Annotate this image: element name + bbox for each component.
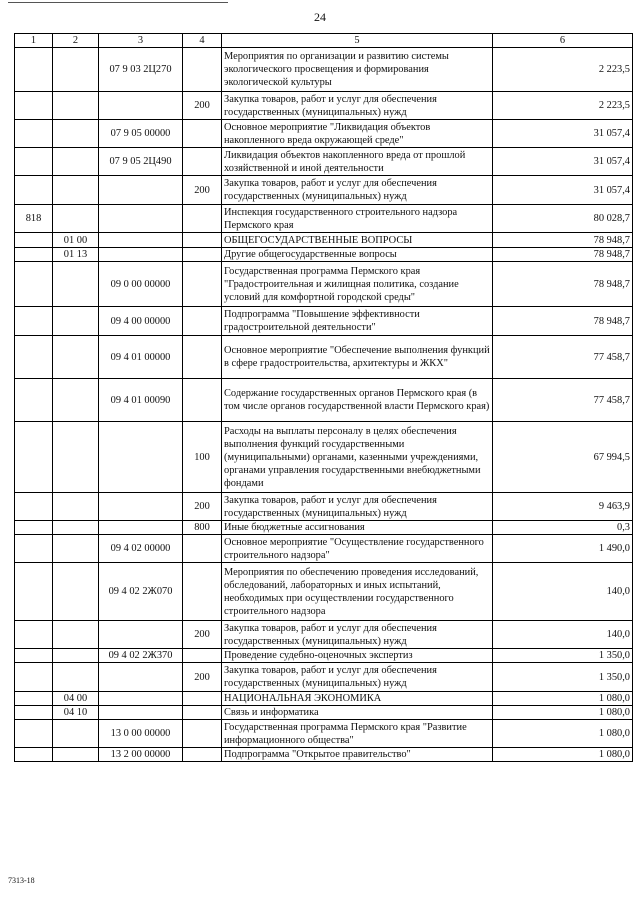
cell-admin-code	[15, 92, 53, 120]
cell-item-name: Закупка товаров, работ и услуг для обеспечения государственных (муниципальных) нужд	[222, 663, 493, 692]
cell-target-article: 07 9 05 2Ц490	[99, 148, 183, 176]
cell-amount: 1 350,0	[493, 663, 633, 692]
header-col-5: 5	[222, 34, 493, 48]
cell-section-code: 01 00	[53, 233, 99, 248]
cell-admin-code	[15, 621, 53, 649]
cell-expense-type: 800	[183, 521, 222, 535]
table-row	[15, 535, 633, 563]
cell-target-article	[99, 521, 183, 535]
cell-admin-code	[15, 663, 53, 692]
cell-amount: 1 080,0	[493, 748, 633, 762]
cell-target-article	[99, 205, 183, 233]
header-col-3: 3	[99, 34, 183, 48]
cell-amount: 1 490,0	[493, 535, 633, 563]
table-row	[15, 748, 633, 762]
table-row	[15, 248, 633, 262]
cell-target-article	[99, 692, 183, 706]
cell-item-name: НАЦИОНАЛЬНАЯ ЭКОНОМИКА	[222, 692, 493, 706]
cell-admin-code: 818	[15, 205, 53, 233]
cell-target-article: 09 4 02 00000	[99, 535, 183, 563]
table-row	[15, 176, 633, 205]
cell-section-code	[53, 336, 99, 379]
table-row	[15, 493, 633, 521]
cell-amount: 78 948,7	[493, 233, 633, 248]
cell-item-name: Проведение судебно-оценочных экспертиз	[222, 649, 493, 663]
cell-expense-type	[183, 248, 222, 262]
cell-expense-type: 200	[183, 493, 222, 521]
cell-amount: 78 948,7	[493, 248, 633, 262]
table-row	[15, 120, 633, 148]
cell-expense-type	[183, 563, 222, 621]
cell-section-code	[53, 521, 99, 535]
cell-section-code: 04 10	[53, 706, 99, 720]
table-row	[15, 692, 633, 706]
cell-target-article: 13 0 00 00000	[99, 720, 183, 748]
cell-item-name: Закупка товаров, работ и услуг для обеспечения государственных (муниципальных) нужд	[222, 176, 493, 205]
cell-amount: 9 463,9	[493, 493, 633, 521]
top-rule	[8, 2, 228, 3]
cell-amount: 1 080,0	[493, 706, 633, 720]
header-col-1: 1	[15, 34, 53, 48]
cell-expense-type	[183, 336, 222, 379]
cell-admin-code	[15, 535, 53, 563]
cell-section-code	[53, 649, 99, 663]
cell-item-name: Содержание государственных органов Пермского края (в том числе органов государственной власти Пермского края)	[222, 379, 493, 422]
cell-item-name: Иные бюджетные ассигнования	[222, 521, 493, 535]
cell-amount: 31 057,4	[493, 120, 633, 148]
cell-item-name: Подпрограмма "Повышение эффективности градостроительной деятельности"	[222, 307, 493, 336]
page-number: 24	[314, 10, 326, 24]
cell-section-code	[53, 493, 99, 521]
table-row	[15, 521, 633, 535]
cell-admin-code	[15, 706, 53, 720]
cell-admin-code	[15, 521, 53, 535]
table-row	[15, 233, 633, 248]
cell-target-article: 09 4 00 00000	[99, 307, 183, 336]
cell-admin-code	[15, 379, 53, 422]
table-row	[15, 307, 633, 336]
cell-amount: 1 350,0	[493, 649, 633, 663]
table-row	[15, 262, 633, 307]
cell-admin-code	[15, 262, 53, 307]
table-row	[15, 563, 633, 621]
cell-item-name: ОБЩЕГОСУДАРСТВЕННЫЕ ВОПРОСЫ	[222, 233, 493, 248]
cell-amount: 1 080,0	[493, 692, 633, 706]
cell-admin-code	[15, 493, 53, 521]
table-row	[15, 649, 633, 663]
cell-target-article	[99, 422, 183, 493]
cell-expense-type: 200	[183, 176, 222, 205]
cell-item-name: Государственная программа Пермского края "Градостроительная и жилищная политика, создание условий для комфортной городской среды"	[222, 262, 493, 307]
cell-section-code	[53, 176, 99, 205]
cell-amount: 140,0	[493, 563, 633, 621]
cell-target-article: 09 0 00 00000	[99, 262, 183, 307]
cell-expense-type	[183, 706, 222, 720]
cell-target-article	[99, 663, 183, 692]
cell-target-article	[99, 493, 183, 521]
cell-admin-code	[15, 176, 53, 205]
cell-item-name: Закупка товаров, работ и услуг для обеспечения государственных (муниципальных) нужд	[222, 92, 493, 120]
table-row	[15, 663, 633, 692]
cell-section-code	[53, 563, 99, 621]
cell-section-code	[53, 748, 99, 762]
cell-admin-code	[15, 148, 53, 176]
cell-amount: 2 223,5	[493, 48, 633, 92]
header-col-4: 4	[183, 34, 222, 48]
cell-item-name: Закупка товаров, работ и услуг для обеспечения государственных (муниципальных) нужд	[222, 493, 493, 521]
cell-section-code: 04 00	[53, 692, 99, 706]
table-row	[15, 706, 633, 720]
cell-target-article	[99, 233, 183, 248]
cell-expense-type	[183, 120, 222, 148]
cell-admin-code	[15, 120, 53, 148]
cell-target-article	[99, 248, 183, 262]
table-row	[15, 92, 633, 120]
cell-admin-code	[15, 422, 53, 493]
cell-target-article: 09 4 01 00090	[99, 379, 183, 422]
cell-expense-type	[183, 379, 222, 422]
cell-item-name: Другие общегосударственные вопросы	[222, 248, 493, 262]
cell-target-article: 09 4 02 2Ж370	[99, 649, 183, 663]
cell-expense-type	[183, 720, 222, 748]
cell-item-name: Основное мероприятие "Ликвидация объектов накопленного вреда окружающей среде"	[222, 120, 493, 148]
cell-expense-type	[183, 535, 222, 563]
cell-item-name: Инспекция государственного строительного надзора Пермского края	[222, 205, 493, 233]
cell-item-name: Связь и информатика	[222, 706, 493, 720]
cell-section-code: 01 13	[53, 248, 99, 262]
cell-item-name: Мероприятия по организации и развитию системы экологического просвещения и формирования экологической культуры	[222, 48, 493, 92]
cell-expense-type: 200	[183, 92, 222, 120]
cell-amount: 78 948,7	[493, 307, 633, 336]
cell-amount: 140,0	[493, 621, 633, 649]
cell-item-name: Подпрограмма "Открытое правительство"	[222, 748, 493, 762]
cell-section-code	[53, 48, 99, 92]
cell-section-code	[53, 148, 99, 176]
table-row	[15, 379, 633, 422]
cell-admin-code	[15, 336, 53, 379]
cell-item-name: Основное мероприятие "Обеспечение выполнения функций в сфере градостроительства, архитектуры и ЖКХ"	[222, 336, 493, 379]
cell-admin-code	[15, 248, 53, 262]
cell-item-name: Расходы на выплаты персоналу в целях обеспечения выполнения функций государственными (муниципальными) органами, казенными учреждениями, органами управления государственными внебюджетными фондами	[222, 422, 493, 493]
cell-section-code	[53, 422, 99, 493]
cell-target-article: 13 2 00 00000	[99, 748, 183, 762]
cell-admin-code	[15, 233, 53, 248]
table-row	[15, 48, 633, 92]
cell-section-code	[53, 120, 99, 148]
cell-item-name: Мероприятия по обеспечению проведения исследований, обследований, лабораторных и иных испытаний, необходимых при осуществлении государственного строительного надзора	[222, 563, 493, 621]
cell-expense-type: 200	[183, 621, 222, 649]
cell-admin-code	[15, 48, 53, 92]
cell-target-article: 09 4 01 00000	[99, 336, 183, 379]
cell-section-code	[53, 205, 99, 233]
cell-item-name: Основное мероприятие "Осуществление государственного строительного надзора"	[222, 535, 493, 563]
header-col-2: 2	[53, 34, 99, 48]
cell-section-code	[53, 262, 99, 307]
cell-expense-type	[183, 233, 222, 248]
cell-amount: 67 994,5	[493, 422, 633, 493]
table-row	[15, 621, 633, 649]
cell-expense-type	[183, 48, 222, 92]
cell-target-article: 07 9 03 2Ц270	[99, 48, 183, 92]
cell-amount: 0,3	[493, 521, 633, 535]
budget-table	[14, 33, 633, 762]
cell-expense-type	[183, 748, 222, 762]
cell-amount: 77 458,7	[493, 336, 633, 379]
cell-target-article	[99, 176, 183, 205]
cell-expense-type: 200	[183, 663, 222, 692]
table-row	[15, 148, 633, 176]
cell-target-article	[99, 92, 183, 120]
cell-amount: 1 080,0	[493, 720, 633, 748]
cell-target-article: 07 9 05 00000	[99, 120, 183, 148]
cell-admin-code	[15, 563, 53, 621]
cell-expense-type	[183, 262, 222, 307]
cell-section-code	[53, 720, 99, 748]
cell-section-code	[53, 621, 99, 649]
cell-amount: 78 948,7	[493, 262, 633, 307]
cell-amount: 31 057,4	[493, 176, 633, 205]
cell-expense-type	[183, 692, 222, 706]
footer-code: 7313-18	[8, 876, 35, 885]
cell-expense-type	[183, 307, 222, 336]
cell-admin-code	[15, 720, 53, 748]
table-header-row	[15, 34, 633, 48]
cell-target-article	[99, 706, 183, 720]
cell-amount: 2 223,5	[493, 92, 633, 120]
table-row	[15, 720, 633, 748]
header-col-6: 6	[493, 34, 633, 48]
cell-target-article	[99, 621, 183, 649]
cell-item-name: Закупка товаров, работ и услуг для обеспечения государственных (муниципальных) нужд	[222, 621, 493, 649]
cell-section-code	[53, 307, 99, 336]
cell-admin-code	[15, 748, 53, 762]
cell-item-name: Ликвидация объектов накопленного вреда от прошлой хозяйственной и иной деятельности	[222, 148, 493, 176]
cell-expense-type	[183, 205, 222, 233]
cell-section-code	[53, 663, 99, 692]
cell-section-code	[53, 92, 99, 120]
cell-amount: 80 028,7	[493, 205, 633, 233]
cell-item-name: Государственная программа Пермского края "Развитие информационного общества"	[222, 720, 493, 748]
table-row	[15, 336, 633, 379]
cell-target-article: 09 4 02 2Ж070	[99, 563, 183, 621]
cell-admin-code	[15, 307, 53, 336]
cell-section-code	[53, 535, 99, 563]
cell-admin-code	[15, 692, 53, 706]
cell-amount: 31 057,4	[493, 148, 633, 176]
cell-amount: 77 458,7	[493, 379, 633, 422]
table-row	[15, 422, 633, 493]
cell-expense-type: 100	[183, 422, 222, 493]
cell-section-code	[53, 379, 99, 422]
table-row	[15, 205, 633, 233]
cell-expense-type	[183, 649, 222, 663]
cell-expense-type	[183, 148, 222, 176]
cell-admin-code	[15, 649, 53, 663]
